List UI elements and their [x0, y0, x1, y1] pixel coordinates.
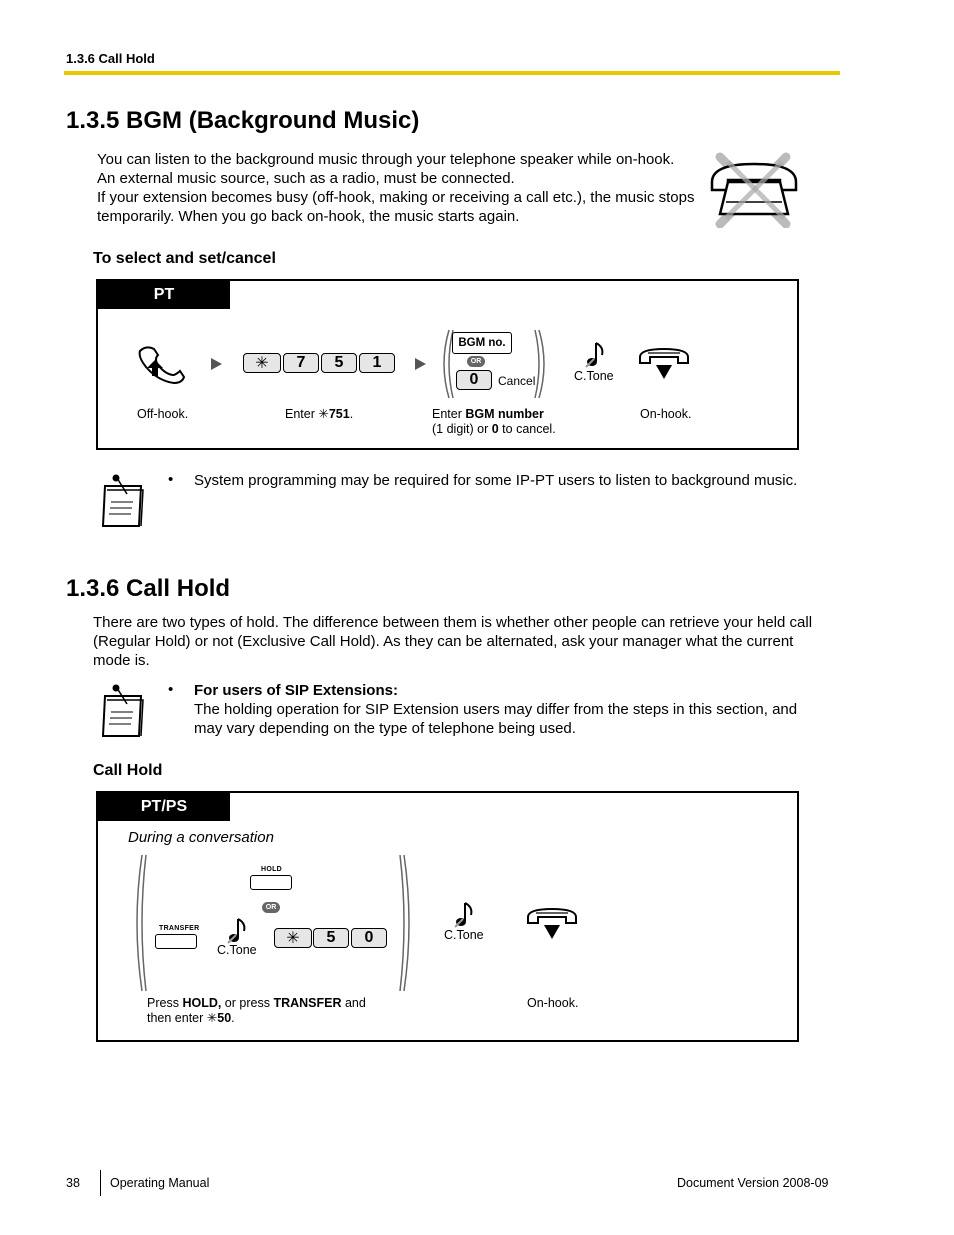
caption-line — [432, 422, 556, 437]
arrow-icon — [415, 358, 426, 370]
footer-divider — [100, 1170, 101, 1196]
key-7[interactable]: 7 — [283, 353, 319, 373]
cancel-label: Cancel — [498, 374, 536, 388]
note-ip-pt: System programming may be required for some IP-PT users to listen to background music. — [194, 472, 798, 489]
caption-bold: 50 — [217, 1011, 232, 1025]
hold-button[interactable] — [250, 875, 292, 890]
caption-press-hold — [147, 996, 366, 1026]
caption-text: Enter — [432, 407, 466, 421]
caption-offhook: Off-hook. — [137, 407, 189, 421]
caption-enter-751 — [285, 407, 353, 422]
note-sip-heading: For users of SIP Extensions: — [194, 682, 398, 699]
transfer-key-label: TRANSFER — [159, 925, 200, 932]
caption-text: . — [231, 1011, 235, 1025]
caption-line — [147, 1011, 366, 1026]
bgm-intro-line: If your extension becomes busy (off-hook, making or receiving a call etc.), the music stops — [97, 189, 695, 206]
choice-bracket — [132, 853, 414, 993]
footer-version: Document Version 2008-09 — [677, 1176, 829, 1190]
device-tab-pt-ps: PT/PS — [98, 793, 230, 821]
ctone-label: C.Tone — [574, 369, 614, 383]
key-5[interactable]: 5 — [313, 928, 349, 948]
hold-key-label: HOLD — [261, 866, 283, 873]
ctone-label: C.Tone — [444, 928, 484, 942]
hold-intro — [93, 613, 853, 670]
arrow-icon — [211, 358, 222, 370]
caption-text: then enter — [147, 1011, 207, 1025]
note-memo-icon — [99, 682, 147, 738]
section-title-bgm: 1.3.5 BGM (Background Music) — [66, 107, 420, 134]
confirmation-tone-icon — [226, 917, 248, 945]
caption-text: and — [341, 996, 366, 1010]
subheading-call-hold: Call Hold — [93, 762, 163, 779]
caption-text: or press — [221, 996, 274, 1010]
caption-bold: TRANSFER — [273, 996, 342, 1010]
header-rule — [64, 71, 840, 75]
footer-manual: Operating Manual — [110, 1176, 210, 1190]
onhook-handset-icon — [526, 905, 578, 943]
note-sip-line: may vary depending on the type of telephone being used. — [194, 720, 576, 737]
caption-text: . — [349, 407, 354, 421]
note-sip-line: The holding operation for SIP Extension users may differ from the steps in this section, and — [194, 701, 798, 718]
note-sip — [194, 681, 844, 738]
running-header: 1.3.6 Call Hold — [66, 51, 155, 66]
caption-text: to cancel. — [498, 422, 556, 436]
note-memo-icon — [99, 472, 147, 528]
caption-bold: BGM number — [465, 407, 544, 421]
hold-procedure-box — [96, 791, 799, 1042]
caption-line — [147, 996, 366, 1011]
bgm-intro-line: An external music source, such as a radio, must be connected. — [97, 170, 515, 187]
bgm-number-key[interactable]: BGM no. — [452, 332, 512, 354]
caption-bgm-number — [432, 407, 556, 437]
caption-bold: HOLD, — [182, 996, 222, 1010]
during-conversation: During a conversation — [128, 829, 274, 846]
note-bullet: • — [168, 471, 174, 488]
bgm-intro-line: temporarily. When you go back on-hook, the music starts again. — [97, 208, 520, 225]
caption-onhook: On-hook. — [527, 996, 579, 1010]
hold-intro-line: There are two types of hold. The difference between them is whether other people can retrieve your held call — [93, 614, 813, 631]
caption-onhook: On-hook. — [640, 407, 692, 421]
star-glyph: ✳ — [318, 407, 329, 421]
confirmation-tone-icon — [584, 341, 606, 369]
offhook-handset-icon — [136, 343, 186, 385]
key-0[interactable]: 0 — [351, 928, 387, 948]
star-glyph: ✳ — [206, 1011, 218, 1025]
key-0-cancel[interactable]: 0 — [456, 370, 492, 390]
crossed-phone-icon — [706, 152, 802, 228]
star-key[interactable]: ✳ — [274, 928, 312, 948]
confirmation-tone-icon — [453, 901, 475, 929]
subheading-select-set: To select and set/cancel — [93, 250, 276, 267]
caption-text: Press — [147, 996, 183, 1010]
caption-bold: 0 — [491, 422, 499, 436]
caption-text: (1 digit) or — [432, 422, 492, 436]
key-5[interactable]: 5 — [321, 353, 357, 373]
section-title-call-hold: 1.3.6 Call Hold — [66, 575, 231, 602]
star-key[interactable]: ✳ — [243, 353, 281, 373]
ctone-label: C.Tone — [217, 943, 257, 957]
hold-intro-line: (Regular Hold) or not (Exclusive Call Hold). As they can be alternated, ask your manager what the current — [93, 633, 794, 650]
page-number: 38 — [66, 1176, 80, 1190]
onhook-handset-icon — [638, 345, 690, 383]
transfer-button[interactable] — [155, 934, 197, 949]
or-badge: OR — [262, 902, 280, 913]
or-badge: OR — [467, 356, 485, 367]
key-1[interactable]: 1 — [359, 353, 395, 373]
bgm-intro-line: You can listen to the background music through your telephone speaker while on-hook. — [97, 151, 675, 168]
caption-code: 751 — [328, 407, 350, 421]
caption-line — [432, 407, 556, 422]
device-tab-pt: PT — [98, 281, 230, 309]
caption-text: Enter — [285, 407, 319, 421]
bgm-intro — [97, 150, 707, 226]
hold-intro-line: mode is. — [93, 652, 150, 669]
bgm-procedure-box — [96, 279, 799, 450]
note-bullet: • — [168, 681, 174, 698]
